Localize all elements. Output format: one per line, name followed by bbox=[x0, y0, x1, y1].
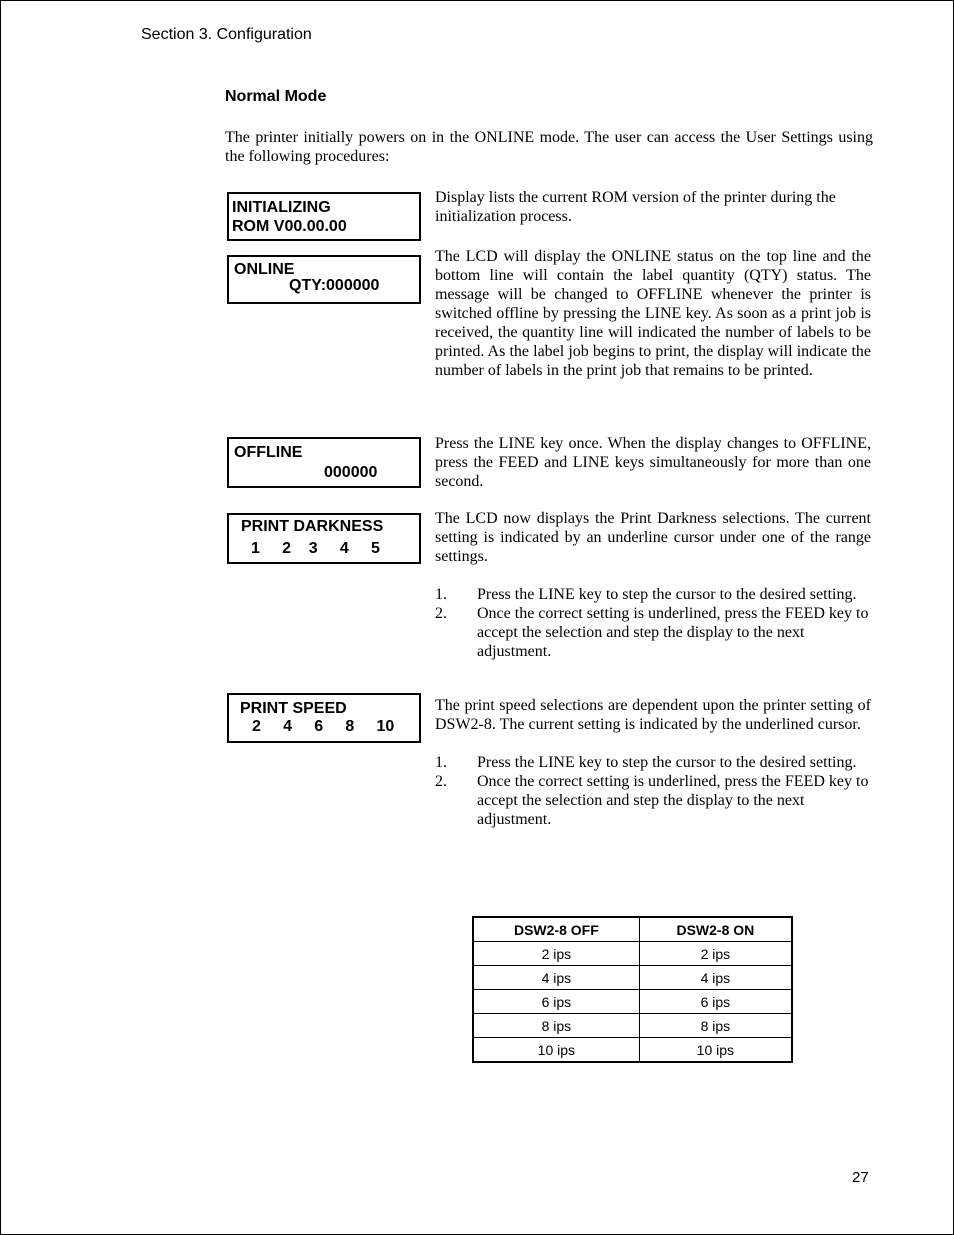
lcd-display-print-darkness bbox=[227, 513, 421, 564]
description-text: Display lists the current ROM version of the printer during the initialization process. bbox=[435, 189, 836, 225]
column-header-dsw-on: DSW2-8 ON bbox=[639, 917, 792, 942]
table-cell: 8 ips bbox=[473, 1014, 639, 1038]
lcd-line-2: QTY:000000 bbox=[289, 277, 380, 294]
table-cell: 10 ips bbox=[639, 1038, 792, 1063]
table-cell: 2 ips bbox=[639, 942, 792, 966]
lcd-display-offline bbox=[227, 437, 421, 488]
speed-description bbox=[435, 696, 871, 829]
lcd-line-1: INITIALIZING bbox=[232, 199, 331, 216]
step-number: 2. bbox=[435, 773, 447, 790]
step-text: Press the LINE key to step the cursor to the desired setting. bbox=[477, 754, 857, 771]
lcd-display-online bbox=[227, 255, 421, 304]
table-cell: 2 ips bbox=[473, 942, 639, 966]
dsw2-8-speed-table bbox=[472, 916, 793, 1063]
step-text: Once the correct setting is underlined, press the FEED key to accept the selection and step the display to the next adjustment. bbox=[477, 605, 869, 660]
table-cell: 10 ips bbox=[473, 1038, 639, 1063]
step-number: 2. bbox=[435, 605, 447, 622]
lcd-line-2: 1 2 3 4 5 bbox=[251, 540, 380, 557]
step-text: Press the LINE key to step the cursor to the desired setting. bbox=[477, 586, 857, 603]
section-heading: Normal Mode bbox=[225, 88, 327, 105]
offline-description bbox=[435, 434, 871, 491]
lcd-line-2: 2 4 6 8 10 bbox=[252, 718, 395, 735]
step-number: 1. bbox=[435, 586, 447, 603]
table-row bbox=[473, 942, 792, 966]
table-cell: 6 ips bbox=[473, 990, 639, 1014]
list-item bbox=[435, 772, 871, 829]
darkness-description bbox=[435, 509, 871, 661]
table-cell: 8 ips bbox=[639, 1014, 792, 1038]
table-header-row bbox=[473, 917, 792, 942]
description-text: The print speed selections are dependent upon the printer setting of DSW2-8. The current setting is indicated by the underlined cursor. bbox=[435, 697, 871, 733]
darkness-steps bbox=[435, 585, 871, 661]
lcd-line-1: PRINT DARKNESS bbox=[241, 518, 384, 535]
page-number: 27 bbox=[852, 1169, 869, 1186]
step-text: Once the correct setting is underlined, press the FEED key to accept the selection and step the display to the next adjustment. bbox=[477, 773, 869, 828]
lcd-display-print-speed bbox=[227, 693, 421, 743]
step-number: 1. bbox=[435, 754, 447, 771]
table-row bbox=[473, 990, 792, 1014]
speed-steps bbox=[435, 753, 871, 829]
table-cell: 4 ips bbox=[639, 966, 792, 990]
lcd-line-1: ONLINE bbox=[234, 261, 295, 278]
description-text: Press the LINE key once. When the display changes to OFFLINE, press the FEED and LINE keys simultaneously for more than one second. bbox=[435, 435, 871, 490]
table-cell: 4 ips bbox=[473, 966, 639, 990]
column-header-dsw-off: DSW2-8 OFF bbox=[473, 917, 639, 942]
online-description bbox=[435, 247, 871, 380]
lcd-line-1: PRINT SPEED bbox=[240, 700, 347, 717]
table-row bbox=[473, 966, 792, 990]
section-header: Section 3. Configuration bbox=[141, 26, 312, 43]
table-row bbox=[473, 1038, 792, 1063]
initializing-description bbox=[435, 188, 871, 226]
table-row bbox=[473, 1014, 792, 1038]
description-text: The LCD now displays the Print Darkness selections. The current setting is indicated by an underline cursor under one of the range settings. bbox=[435, 510, 871, 565]
description-text: The LCD will display the ONLINE status on the top line and the bottom line will contain the label quantity (QTY) status. The message will be changed to OFFLINE whenever the printer is switched offline by pressing the LINE key. As soon as a print job is received, the quantity line will indicated the number of labels to be printed. As the label job begins to print, the display will indicate the number of labels in the print job that remains to be printed. bbox=[435, 248, 871, 379]
lcd-line-2: 000000 bbox=[324, 464, 378, 481]
lcd-line-2: ROM V00.00.00 bbox=[232, 218, 347, 235]
list-item bbox=[435, 753, 871, 772]
lcd-display-initializing bbox=[227, 192, 421, 241]
table-cell: 6 ips bbox=[639, 990, 792, 1014]
intro-paragraph: The printer initially powers on in the ONLINE mode. The user can access the User Settings using the following procedures: bbox=[225, 129, 873, 165]
lcd-line-1: OFFLINE bbox=[234, 444, 303, 461]
list-item bbox=[435, 585, 871, 604]
list-item bbox=[435, 604, 871, 661]
